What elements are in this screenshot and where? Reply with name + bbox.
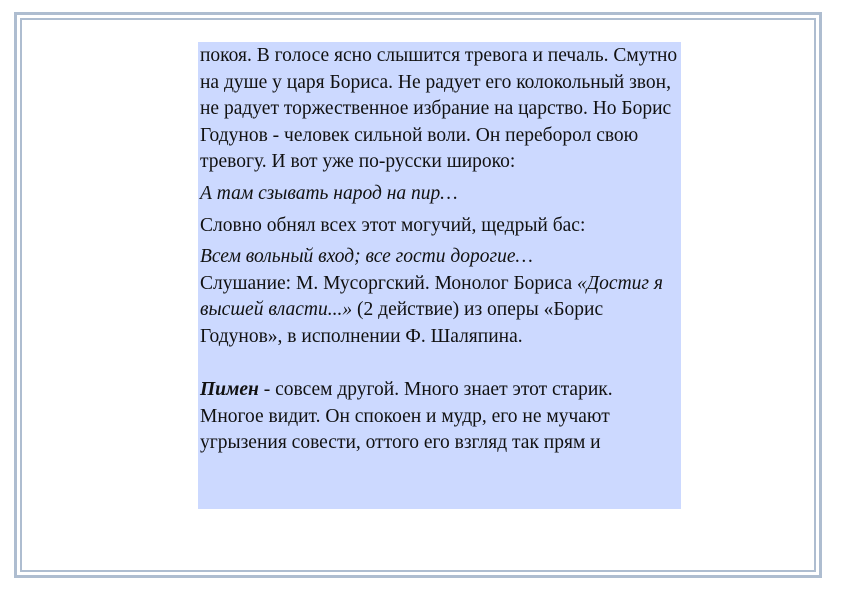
quote-feast: А там сзывать народ на пир… [200,182,458,204]
text-box [198,42,681,509]
pimen-name: Пимен [200,379,259,401]
blank-line [200,351,679,378]
listening-title: «Достиг я высшей власти...» [200,272,663,321]
paragraph-pimen [200,377,679,457]
listening-prefix: Слушание: М. Мусоргский. Монолог Бориса [200,272,578,294]
paragraph-listening [200,271,679,351]
paragraph-intro: покоя. В голосе ясно слышится тревога и печаль. Смутно на душе у царя Бориса. Не радует его колокольный звон, не радует торжественное избрание на царство. Но Борис Годунов - человек сильной воли. Он переборол свою тревогу. И вот уже по-русски широко: [200,45,678,173]
listening-suffix: (2 действие) из оперы «Борис Годунов», в исполнении Ф. Шаляпина. [200,299,604,347]
quote-guests: Всем вольный вход; все гости дорогие… [200,246,533,268]
paragraph-bass: Словно обнял всех этот могучий, щедрый бас: [200,214,586,236]
pimen-text: - совсем другой. Много знает этот старик. Многое видит. Он спокоен и мудр, его не мучают угрызения совести, оттого его взгляд так прям и [200,379,613,454]
